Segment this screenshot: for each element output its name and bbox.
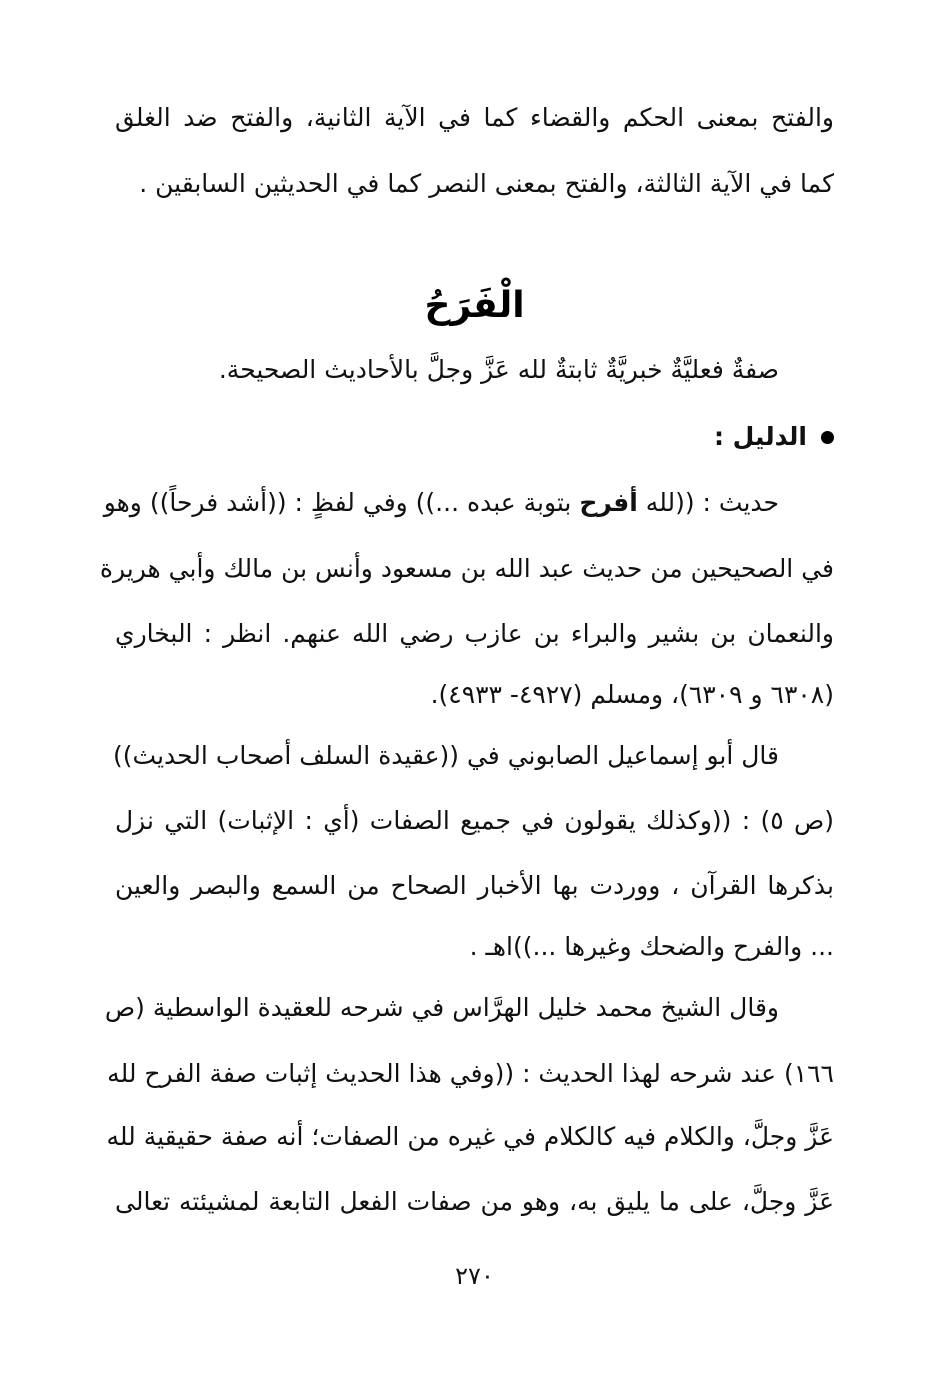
paragraph-line: والفتح بمعنى الحكم والقضاء كما في الآية الثانية، والفتح ضد الغلق <box>115 103 834 132</box>
quote-line: ... والفرح والضحك وغيرها ...))اهـ . <box>469 932 834 961</box>
hadith-text-start: حديث : ((لله <box>637 488 779 517</box>
hadith-highlight: أفرح <box>579 488 638 517</box>
quote-line: وقال الشيخ محمد خليل الهرَّاس في شرحه للعقيدة الواسطية (ص <box>104 993 779 1022</box>
section-title: الْفَرَحُ <box>424 285 525 326</box>
quote-line: ١٦٦) عند شرحه لهذا الحديث : ((وفي هذا الحديث إثبات صفة الفرح لله <box>107 1059 834 1088</box>
quote-line: بذكرها القرآن ، ووردت بها الأخبار الصحاح من السمع والبصر والعين <box>115 871 834 900</box>
hadith-line: (٦٣٠٨ و ٦٣٠٩)، ومسلم (٤٩٢٧- ٤٩٣٣). <box>430 680 834 709</box>
page-number: ٢٧٠ <box>455 1262 494 1290</box>
section-definition: صفةٌ فعليَّةٌ خبريَّةٌ ثابتةٌ لله عَزَّ وجلَّ بالأحاديث الصحيحة. <box>218 355 779 384</box>
evidence-heading <box>714 420 834 454</box>
quote-line: عَزَّ وجلَّ، على ما يليق به، وهو من صفات الفعل التابعة لمشيئته تعالى <box>115 1187 834 1216</box>
quote-line: قال أبو إسماعيل الصابوني في ((عقيدة السلف أصحاب الحديث)) <box>113 741 779 770</box>
evidence-label: الدليل : <box>713 422 807 451</box>
hadith-text-end: بتوبة عبده ...)) وفي لفظٍ : ((أشد فرحاً)) وهو <box>103 488 580 517</box>
quote-line: (ص ٥) : ((وكذلك يقولون في جميع الصفات (أي : الإثبات) التي نزل <box>115 806 834 835</box>
bullet-icon <box>821 431 834 444</box>
hadith-line: في الصحيحين من حديث عبد الله بن مسعود وأنس بن مالك وأبي هريرة <box>99 554 834 583</box>
hadith-line: والنعمان بن بشير والبراء بن عازب رضي الله عنهم. انظر : البخاري <box>115 619 834 648</box>
paragraph-line: كما في الآية الثالثة، والفتح بمعنى النصر كما في الحديثين السابقين . <box>139 169 834 198</box>
hadith-line <box>103 486 779 520</box>
quote-line: عَزَّ وجلَّ، والكلام فيه كالكلام في غيره من الصفات؛ أنه صفة حقيقية لله <box>106 1122 834 1151</box>
